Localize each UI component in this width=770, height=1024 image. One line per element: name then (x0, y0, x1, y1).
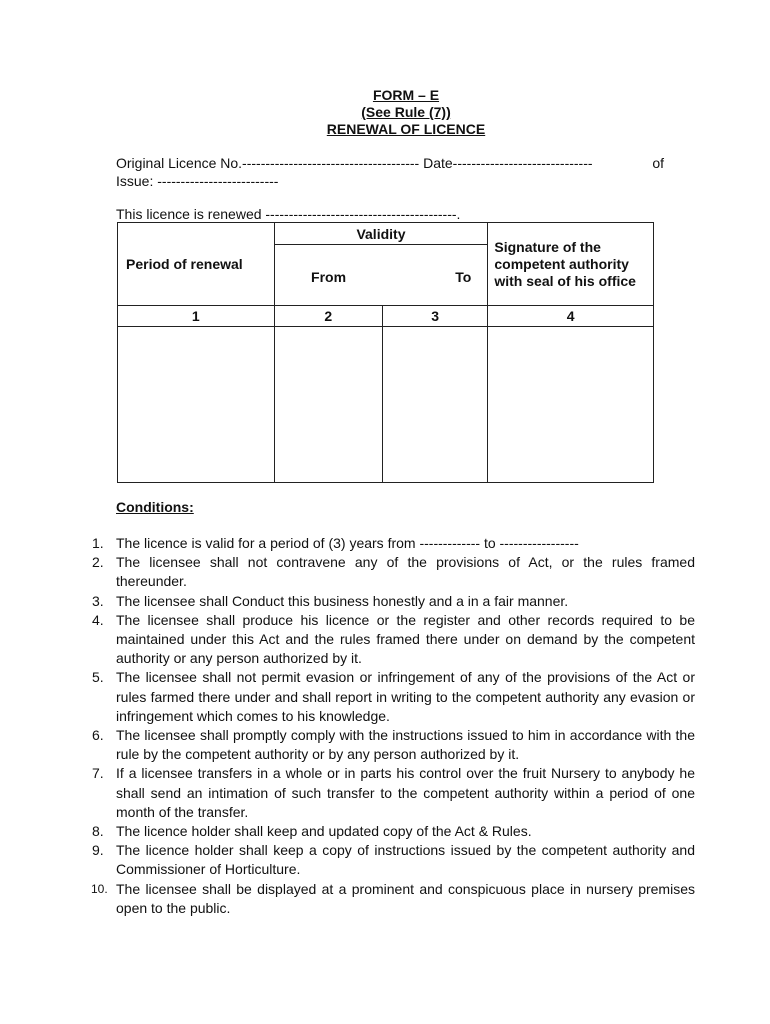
column-number-2: 2 (274, 306, 382, 327)
condition-text: The licensee shall not contravene any of the provisions of Act, or the rules framed thereunder. (116, 554, 695, 590)
condition-number: 5. (92, 669, 104, 686)
condition-text: If a licensee transfers in a whole or in parts his control over the fruit Nursery to anybody he shall send an intimation of such transfer to the competent authority within a period of one month of the transfer. (116, 765, 695, 820)
condition-item (92, 553, 695, 591)
form-title: FORM – E (372, 87, 440, 103)
condition-number: 9. (92, 842, 104, 859)
condition-item (92, 726, 695, 764)
condition-text: The licensee shall promptly comply with the instructions issued to him in accordance with the rule by the competent authority or by any person authorized by it. (116, 727, 695, 763)
condition-item (92, 534, 695, 553)
original-licence-text: Original Licence No.-------------------------------------- Date------------------------------ (116, 155, 593, 171)
condition-item (92, 668, 695, 726)
condition-item (92, 841, 695, 879)
condition-text: The licence holder shall keep a copy of instructions issued by the competent authority and Commissioner of Horticulture. (116, 842, 695, 878)
condition-item (92, 822, 695, 841)
condition-item (92, 592, 695, 611)
condition-text: The licensee shall not permit evasion or infringement of any of the provisions of the Act or rules farmed there under and shall report in writing to the competent authority any evasion or infringement which comes to his knowledge. (116, 669, 695, 724)
renewal-table (117, 222, 654, 483)
condition-number: 10. (91, 881, 108, 896)
entry-from-cell[interactable] (274, 327, 382, 483)
condition-text: The licence is valid for a period of (3) years from ------------- to ----------------- (116, 535, 579, 551)
condition-number: 4. (92, 611, 104, 628)
form-header (0, 87, 770, 138)
issue-line: Issue: -------------------------- (116, 173, 279, 189)
header-from: From (274, 245, 382, 306)
original-licence-line (116, 154, 664, 190)
condition-text: The licensee shall Conduct this business honestly and a in a fair manner. (116, 592, 569, 609)
condition-item (91, 880, 695, 918)
header-validity: Validity (274, 223, 488, 245)
condition-text: The licence holder shall keep and updated copy of the Act & Rules. (116, 823, 532, 840)
entry-row (118, 327, 654, 483)
entry-to-cell[interactable] (382, 327, 487, 483)
column-number-3: 3 (382, 306, 487, 327)
column-number-1: 1 (118, 306, 275, 327)
condition-text: The licensee shall be displayed at a prominent and conspicuous place in nursery premises open to the public. (116, 880, 695, 916)
column-number-4: 4 (488, 306, 654, 327)
condition-text: The licensee shall produce his licence or the register and other records required to be maintained under this Act and the rules framed there under on demand by the competent authority or any person authorized by it. (116, 611, 695, 667)
condition-number: 6. (92, 727, 104, 744)
form-rule: (See Rule (7)) (361, 104, 451, 120)
header-to: To (382, 245, 487, 306)
condition-number: 7. (92, 765, 104, 782)
renewed-line: This licence is renewed -----------------------------------------. (116, 206, 461, 222)
conditions-list (91, 534, 695, 918)
condition-number: 8. (92, 823, 104, 840)
entry-signature-cell[interactable] (488, 327, 654, 483)
header-signature: Signature of the competent authority with seal of his office (488, 223, 654, 306)
condition-item (92, 764, 695, 822)
condition-number: 2. (92, 554, 104, 571)
conditions-heading: Conditions: (116, 499, 194, 515)
original-licence-of: of (652, 155, 664, 171)
form-heading: RENEWAL OF LICENCE (326, 121, 486, 137)
entry-period-cell[interactable] (118, 327, 275, 483)
condition-item (92, 611, 695, 669)
condition-number: 1. (92, 535, 104, 551)
column-number-row (118, 306, 654, 327)
condition-number: 3. (92, 592, 104, 609)
header-period-of-renewal: Period of renewal (118, 223, 275, 306)
